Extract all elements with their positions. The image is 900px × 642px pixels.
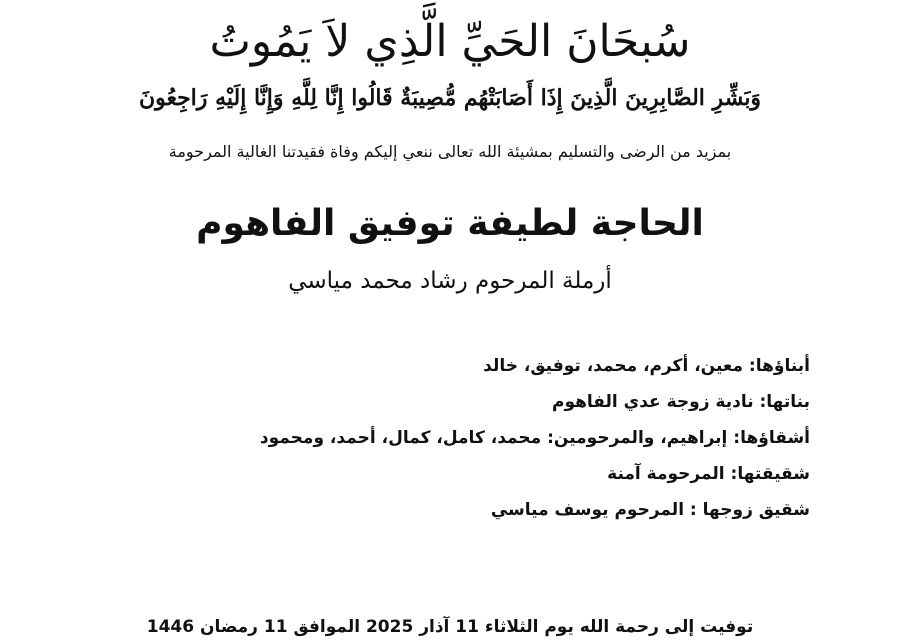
widow-line: أرملة المرحوم رشاد محمد مياسي: [288, 268, 612, 294]
family-list: [70, 348, 810, 528]
daughters-line: بناتها: نادية زوجة عدي الفاهوم: [551, 392, 810, 412]
death-date-line: توفيت إلى رحمة الله يوم الثلاثاء 11 آذار 2025 الموافق 11 رمضان 1446: [146, 617, 754, 637]
announcement-intro: بمزيد من الرضى والتسليم بمشيئة الله تعالى ننعي إليكم وفاة فقيدتنا الغالية المرحومة: [168, 142, 732, 161]
sister-line: شقيقتها: المرحومة آمنة: [607, 464, 810, 484]
quran-verse: وَبَشِّرِ الصَّابِرِينَ الَّذِينَ إِذَا أَصَابَتْهُم مُّصِيبَةٌ قَالُوا إِنَّا لِلَّهِ وَإِنَّا إِلَيْهِ رَاجِعُونَ: [138, 85, 762, 111]
sons-line: أبناؤها: معين، أكرم، محمد، توفيق، خالد: [483, 356, 810, 376]
brother-in-law-line: شقيق زوجها : المرحوم يوسف مياسي: [490, 500, 810, 520]
deceased-name: الحاجة لطيفة توفيق الفاهوم: [196, 203, 704, 244]
brothers-line: أشقاؤها: إبراهيم، والمرحومين: محمد، كامل، كمال، أحمد، ومحمود: [259, 428, 810, 448]
calligraphy-heading: سُبحَانَ الحَيِّ الَّذِي لاَ يَمُوتُ: [209, 16, 691, 67]
